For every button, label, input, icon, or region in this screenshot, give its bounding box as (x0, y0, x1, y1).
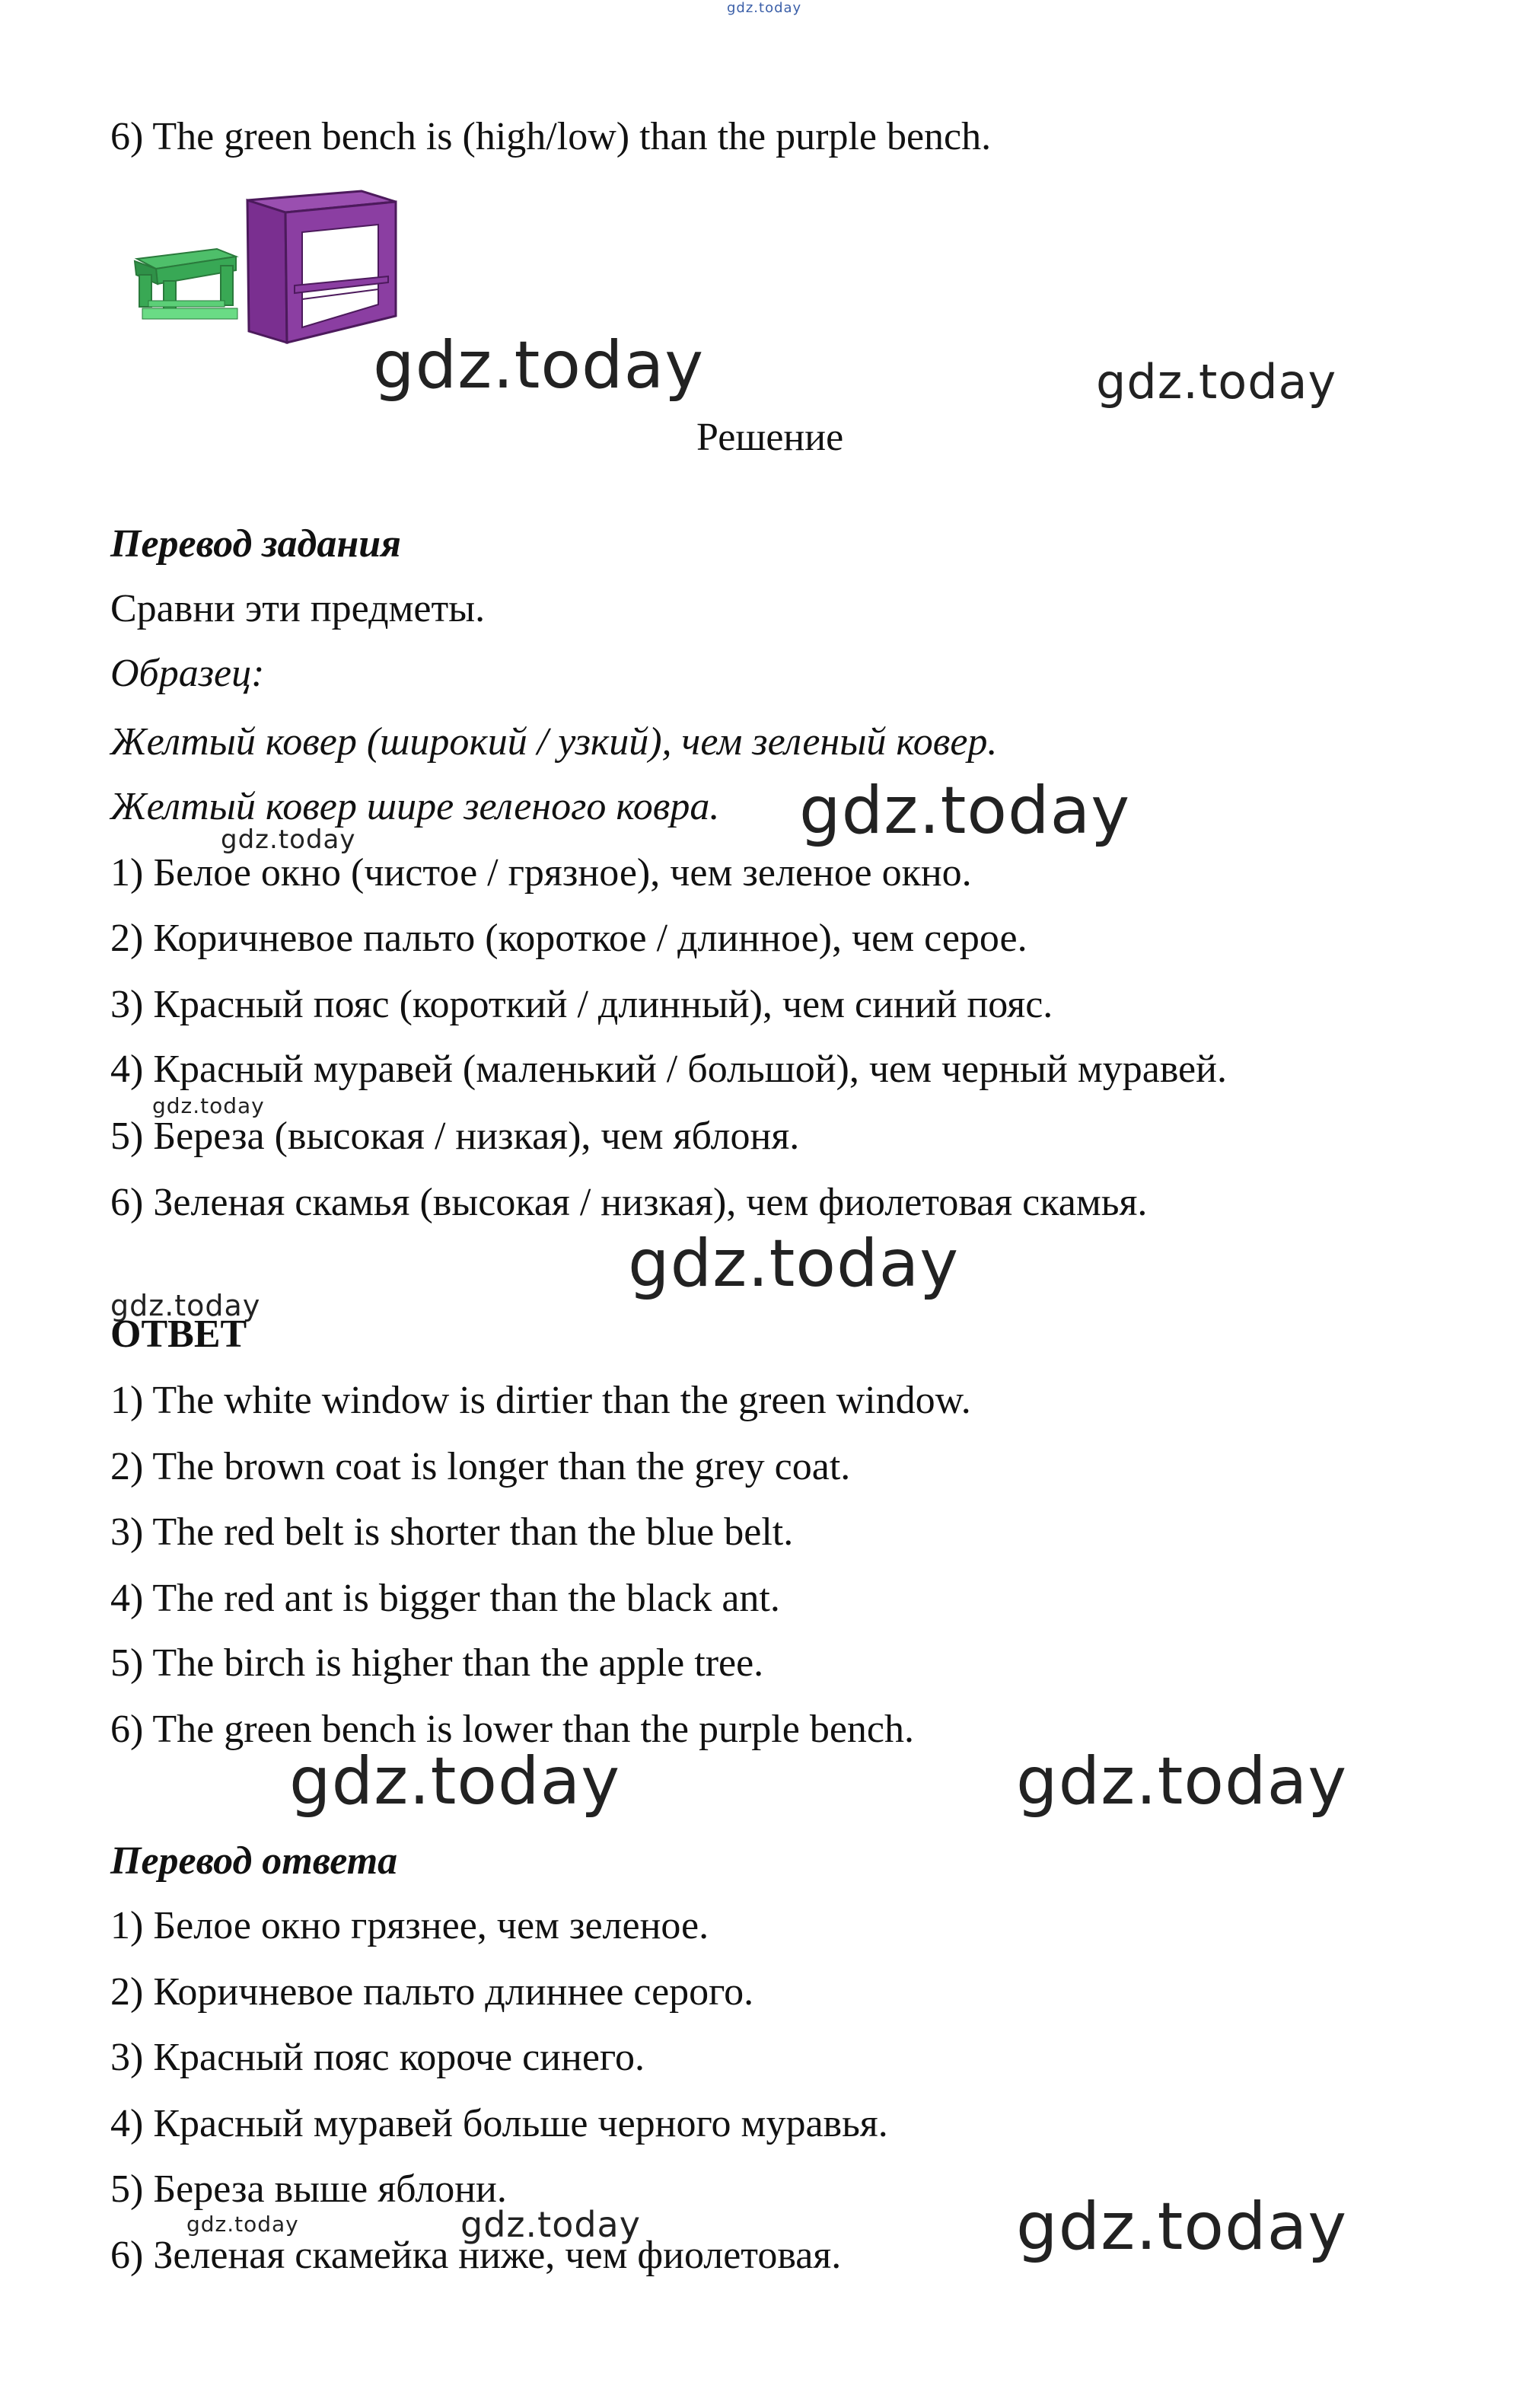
answer-translation-item: 5) Береза выше яблони. (110, 2167, 507, 2211)
question-text: 6) The green bench is (high/low) than the purple bench. (110, 115, 992, 158)
answer-translation-item: 4) Красный муравей больше черного муравья. (110, 2102, 888, 2145)
example-label: Образец: (110, 652, 265, 695)
solution-heading: Решение (696, 416, 844, 459)
watermark-7: gdz.today (110, 1289, 261, 1322)
answer-item: 6) The green bench is lower than the purple bench. (110, 1708, 914, 1751)
watermark-6: gdz.today (628, 1226, 960, 1302)
green-bench (135, 249, 237, 319)
top-watermark: gdz.today (727, 0, 802, 16)
purple-bench (247, 191, 396, 343)
answer-translation-item: 2) Коричневое пальто длиннее серого. (110, 1970, 754, 2014)
answer-item: 4) The red ant is bigger than the black ant. (110, 1577, 780, 1620)
answer-heading: ОТВЕТ (110, 1312, 247, 1356)
answer-translation-item: 6) Зеленая скамейка ниже, чем фиолетовая. (110, 2234, 842, 2277)
answer-translation-item: 1) Белое окно грязнее, чем зеленое. (110, 1904, 709, 1947)
task-instruction: Сравни эти предметы. (110, 587, 486, 630)
watermark-2: gdz.today (1096, 354, 1337, 410)
example-line: Желтый ковер (широкий / узкий), чем зеленый ковер. (110, 720, 998, 764)
answer-item: 1) The white window is dirtier than the green window. (110, 1379, 971, 1422)
task-translation-heading: Перевод задания (110, 522, 401, 566)
watermark-12: gdz.today (1016, 2189, 1348, 2265)
task-item: 6) Зеленая скамья (высокая / низкая), чем фиолетовая скамья. (110, 1181, 1148, 1224)
answer-item: 3) The red belt is shorter than the blue belt. (110, 1510, 794, 1554)
watermark-9: gdz.today (1016, 1743, 1348, 1820)
task-item: 5) Береза (высокая / низкая), чем яблоня. (110, 1115, 800, 1158)
watermark-11: gdz.today (460, 2204, 641, 2245)
watermark-3: gdz.today (799, 773, 1131, 849)
example-line: Желтый ковер шире зеленого ковра. (110, 785, 720, 828)
benches-image (126, 187, 411, 354)
watermark-8: gdz.today (289, 1743, 621, 1820)
answer-item: 5) The birch is higher than the apple tree. (110, 1641, 764, 1685)
task-item: 2) Коричневое пальто (короткое / длинное), чем серое. (110, 917, 1027, 960)
answer-translation-heading: Перевод ответа (110, 1839, 398, 1883)
watermark-4: gdz.today (221, 824, 356, 855)
watermark-10: gdz.today (186, 2212, 299, 2237)
watermark-1: gdz.today (373, 327, 705, 403)
task-item: 1) Белое окно (чистое / грязное), чем зеленое окно. (110, 851, 972, 895)
watermark-5: gdz.today (152, 1093, 265, 1118)
answer-translation-item: 3) Красный пояс короче синего. (110, 2036, 645, 2079)
answer-item: 2) The brown coat is longer than the grey coat. (110, 1445, 851, 1488)
benches-illustration (126, 187, 411, 354)
task-item: 3) Красный пояс (короткий / длинный), чем синий пояс. (110, 983, 1053, 1026)
task-item: 4) Красный муравей (маленький / большой), чем черный муравей. (110, 1048, 1227, 1091)
